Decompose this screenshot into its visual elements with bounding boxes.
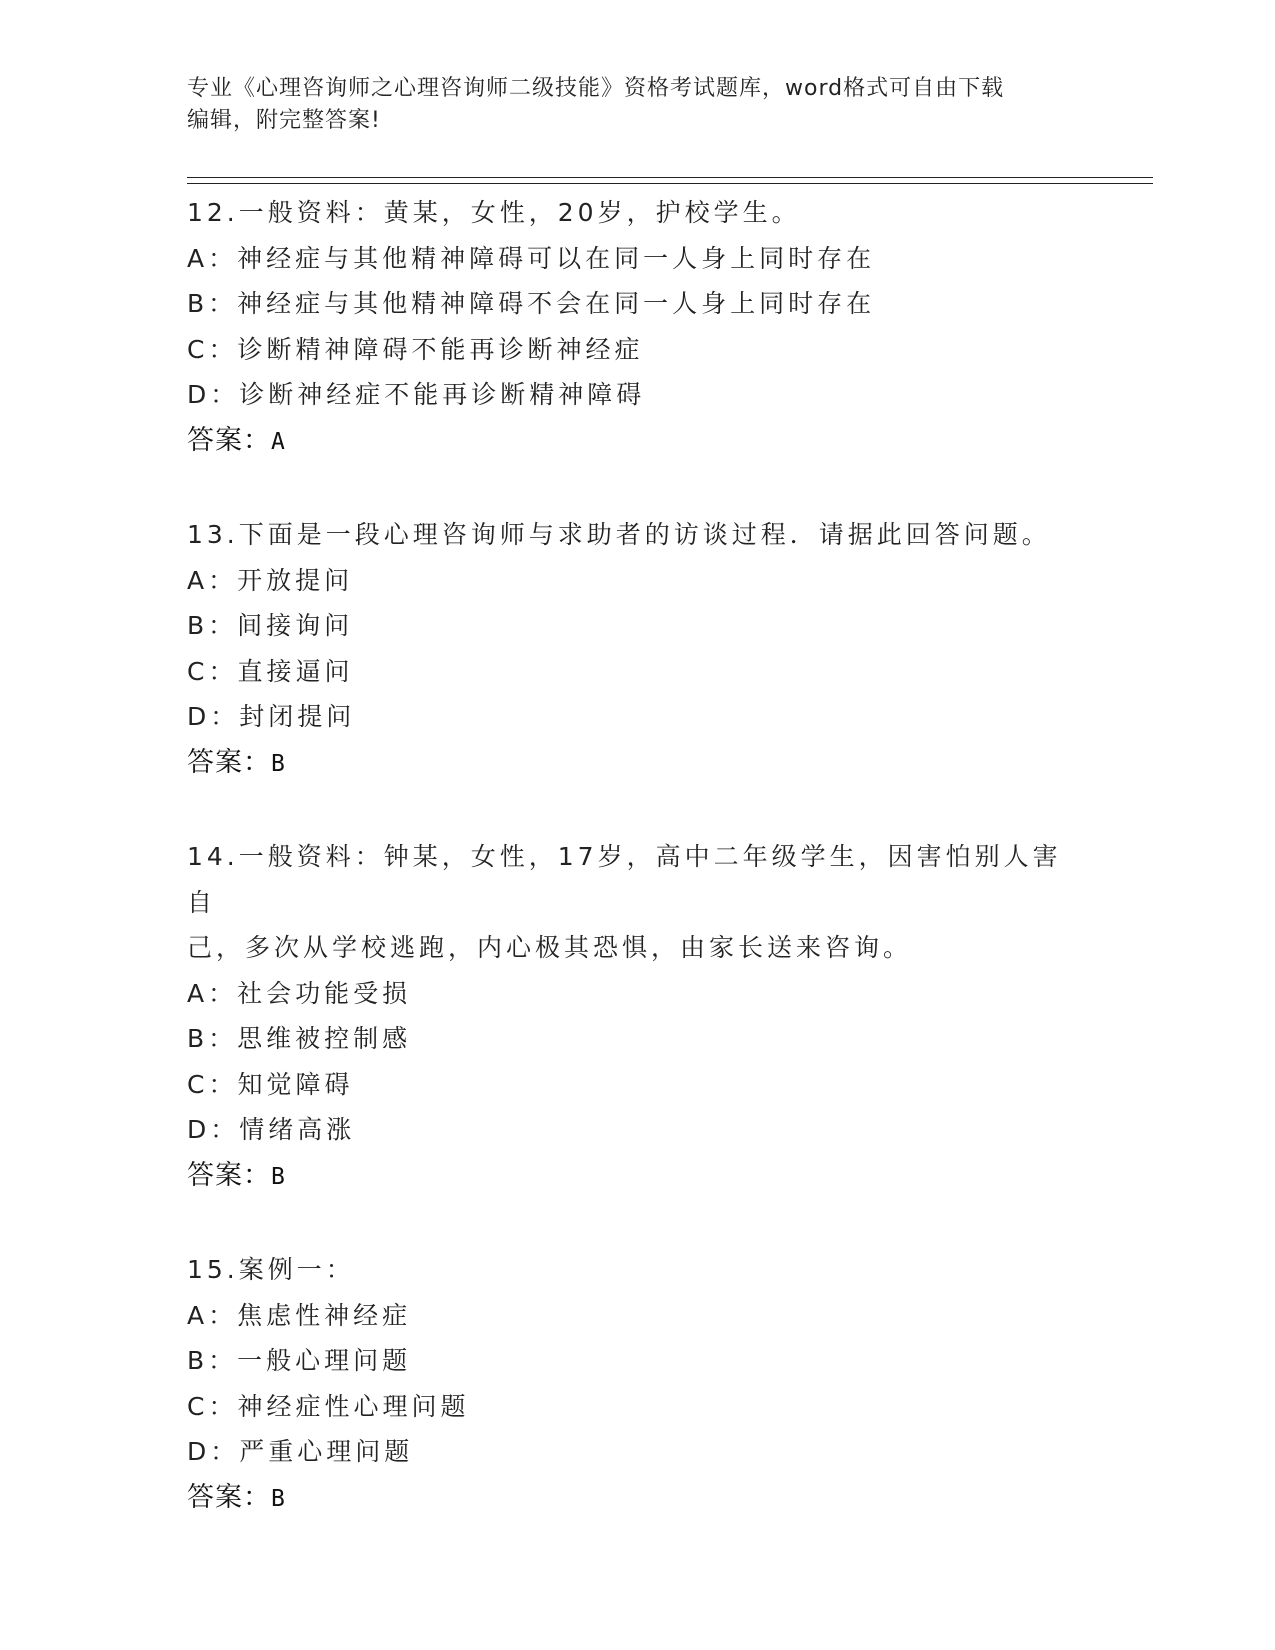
question-12 xyxy=(187,190,1087,465)
option-c: C：诊断精神障碍不能再诊断神经症 xyxy=(187,334,644,364)
document-header xyxy=(187,73,1087,137)
option-d: D：情绪高涨 xyxy=(187,1115,356,1144)
answer-label: 答案： xyxy=(187,1159,271,1191)
option-c: C：神经症性心理问题 xyxy=(187,1391,470,1421)
answer-label: 答案： xyxy=(187,1481,271,1513)
option-b: B：思维被控制感 xyxy=(187,1024,412,1053)
option-a: A：焦虑性神经症 xyxy=(187,1300,412,1330)
question-14 xyxy=(187,834,1087,1200)
option-a: A：神经症与其他精神障碍可以在同一人身上同时存在 xyxy=(187,243,876,273)
question-stem-line-1: 14.一般资料：钟某，女性，17岁，高中二年级学生，因害怕别人害自 xyxy=(187,842,1062,917)
answer-value: B xyxy=(271,1485,286,1512)
answer-value: B xyxy=(271,1163,286,1190)
option-d: D：诊断神经症不能再诊断精神障碍 xyxy=(187,380,646,409)
option-b: B：神经症与其他精神障碍不会在同一人身上同时存在 xyxy=(187,289,876,318)
option-a: A：社会功能受损 xyxy=(187,978,412,1008)
question-stem-line-2: 己，多次从学校逃跑，内心极其恐惧，由家长送来咨询。 xyxy=(187,933,913,962)
answer-line xyxy=(187,740,1087,788)
header-line-2: 编辑，附完整答案! xyxy=(187,108,381,133)
header-divider-bottom xyxy=(187,183,1153,184)
answer-line xyxy=(187,418,1087,466)
question-list xyxy=(187,190,1087,1569)
option-d: D：封闭提问 xyxy=(187,702,356,731)
question-stem: 12.一般资料：黄某，女性，20岁，护校学生。 xyxy=(187,198,801,227)
answer-line xyxy=(187,1153,1087,1201)
question-stem: 13.下面是一段心理咨询师与求助者的访谈过程．请据此回答问题。 xyxy=(187,520,1051,549)
option-d: D：严重心理问题 xyxy=(187,1437,414,1466)
question-13 xyxy=(187,512,1087,787)
question-stem: 15.案例一： xyxy=(187,1255,355,1284)
question-15 xyxy=(187,1247,1087,1522)
option-b: B：一般心理问题 xyxy=(187,1346,412,1375)
option-b: B：间接询问 xyxy=(187,611,354,640)
option-a: A：开放提问 xyxy=(187,565,354,595)
answer-label: 答案： xyxy=(187,746,271,778)
header-line-1: 专业《心理咨询师之心理咨询师二级技能》资格考试题库，word格式可自由下载 xyxy=(187,76,1005,101)
header-divider-top xyxy=(187,177,1153,178)
option-c: C：直接逼问 xyxy=(187,656,354,686)
answer-label: 答案： xyxy=(187,424,271,456)
answer-line xyxy=(187,1475,1087,1523)
answer-value: A xyxy=(271,428,286,455)
option-c: C：知觉障碍 xyxy=(187,1069,354,1099)
answer-value: B xyxy=(271,750,286,777)
